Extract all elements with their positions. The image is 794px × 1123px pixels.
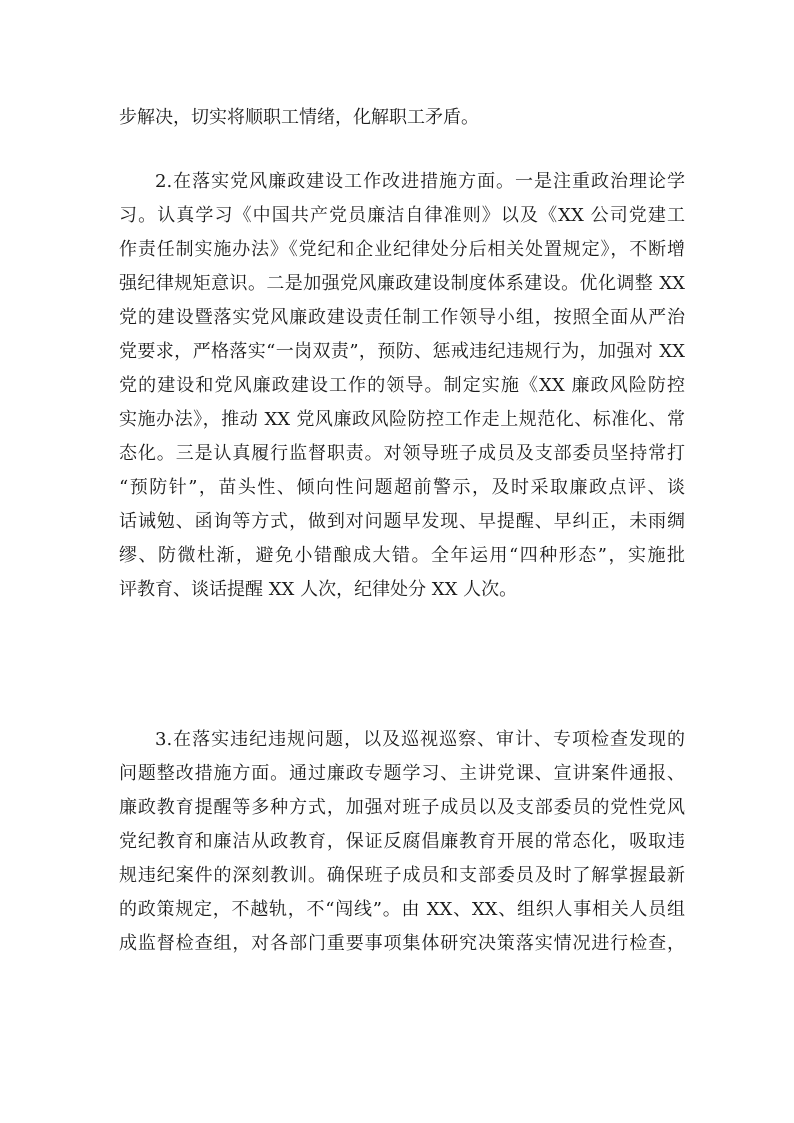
text-line: 成监督检查组，对各部门重要事项集体研究决策落实情况进行检查，: [119, 933, 685, 954]
paragraph-3: [119, 723, 685, 961]
text-line: 3.在落实违纪违规问题，以及巡视巡察、审计、专项检查发现的: [155, 729, 685, 750]
paragraph-2: [119, 165, 685, 607]
text-line: 规违纪案件的深刻教训。确保班子成员和支部委员及时了解掌握最新: [119, 865, 685, 886]
text-line: 习。认真学习《中国共产党员廉洁自律准则》以及《XX 公司党建工: [119, 205, 685, 226]
text-line: 2.在落实党风廉政建设工作改进措施方面。一是注重政治理论学: [155, 171, 685, 192]
text-line: 评教育、谈话提醒 XX 人次，纪律处分 XX 人次。: [119, 579, 518, 600]
text-line: 廉政教育提醒等多种方式，加强对班子成员以及支部委员的党性党风: [119, 797, 685, 818]
paragraph-tail: [119, 101, 685, 135]
text-line: 的政策规定，不越轨，不“闯线”。由 XX、XX、组织人事相关人员组: [119, 899, 685, 920]
text-line: 态化。三是认真履行监督职责。对领导班子成员及支部委员坚持常打: [119, 443, 685, 464]
text-line: 强纪律规矩意识。二是加强党风廉政建设制度体系建设。优化调整 XX: [119, 273, 685, 294]
text-line: “预防针”，苗头性、倾向性问题超前警示，及时采取廉政点评、谈: [119, 477, 685, 498]
text-line: 作责任制实施办法》《党纪和企业纪律处分后相关处置规定》，不断增: [119, 239, 685, 260]
text-line: 话诫勉、函询等方式，做到对问题早发现、早提醒、早纠正，未雨绸: [119, 511, 685, 532]
text-line: 党的建设暨落实党风廉政建设责任制工作领导小组，按照全面从严治: [119, 307, 685, 328]
text-line: 步解决，切实将顺职工情绪，化解职工矛盾。: [119, 107, 479, 128]
text-line: 实施办法》，推动 XX 党风廉政风险防控工作走上规范化、标准化、常: [119, 409, 685, 430]
text-line: 党纪教育和廉洁从政教育，保证反腐倡廉教育开展的常态化，吸取违: [119, 831, 685, 852]
text-line: 缪、防微杜渐，避免小错酿成大错。全年运用“四种形态”，实施批: [119, 545, 685, 566]
text-line: 党要求，严格落实“一岗双责”，预防、惩戒违纪违规行为，加强对 XX: [119, 341, 685, 362]
text-line: 党的建设和党风廉政建设工作的领导。制定实施《XX 廉政风险防控: [119, 375, 685, 396]
text-line: 问题整改措施方面。通过廉政专题学习、主讲党课、宣讲案件通报、: [119, 763, 685, 784]
